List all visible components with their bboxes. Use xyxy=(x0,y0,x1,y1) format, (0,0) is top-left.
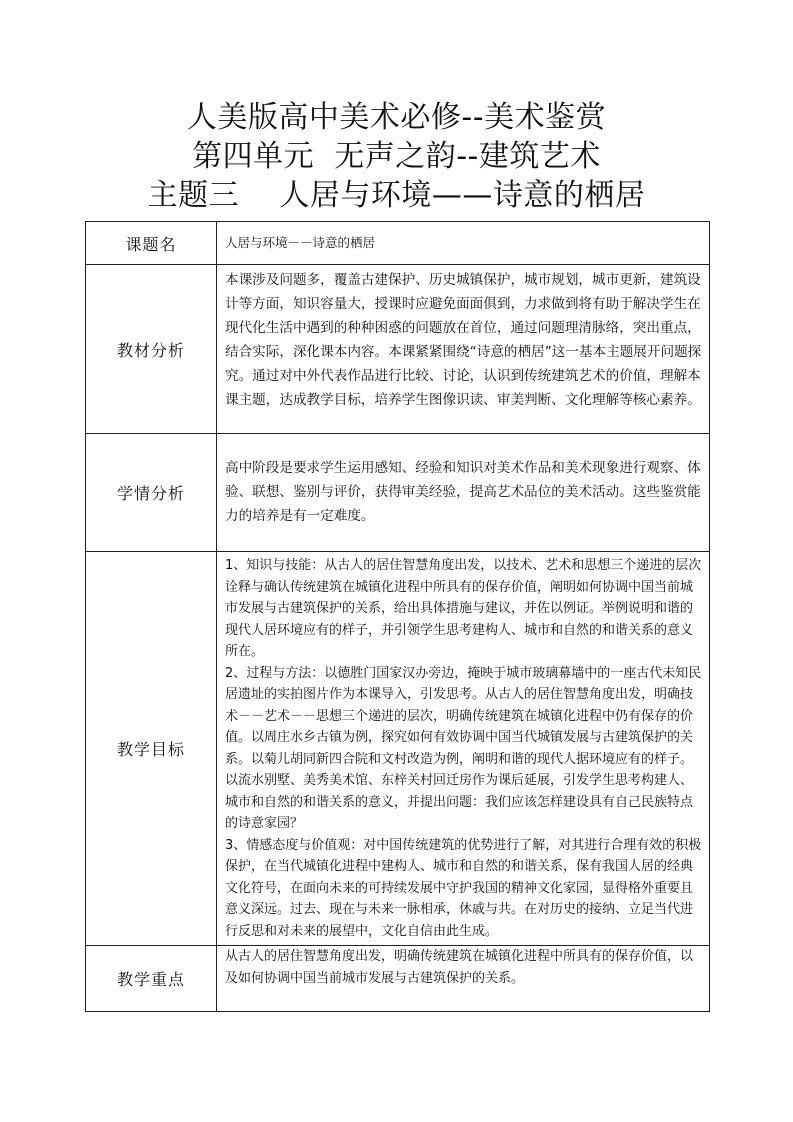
row-label-topic: 课题名 xyxy=(86,222,217,265)
objective-knowledge-skills: 1、知识与技能：从古人的居住智慧角度出发，以技术、艺术和思想三个递进的层次诠释与确认传统建筑在城镇化进程中所具有的保存价值，阐明如何协调中国当前城市发展与古建筑保护的关系，给出具体措施与建议，并佐以例证。举例说明和谐的现代人居环境应有的样子，并引领学生思考建构人、城市和自然的和谐关系的意义所在。 xyxy=(225,558,702,659)
row-label-teaching-objectives: 教学目标 xyxy=(86,552,217,946)
row-content-topic xyxy=(217,222,710,265)
row-label-student-analysis: 学情分析 xyxy=(86,434,217,552)
row-content-material-analysis xyxy=(217,265,710,434)
objective-attitudes-values: 3、情感态度与价值观：对中国传统建筑的优势进行了解，对其进行合理有效的积极保护，在当代城镇化进程中建构人、城市和自然的和谐关系，保有我国人居的经典文化符号，在面向未来的可持续发展中守护我国的精神文化家园，显得格外重要且意义深远。过去、现在与未来一脉相承，休戚与共。在对历史的接纳、立足当代进行反思和对未来的展望中，文化自信由此生成。 xyxy=(225,837,702,939)
topic-name-text: 人居与环境－－诗意的栖居 xyxy=(225,235,376,250)
document-title-block xyxy=(0,98,793,215)
title-unit: 第四单元 无声之韵--建筑艺术 xyxy=(192,139,601,174)
title-textbook: 人美版高中美术必修--美术鉴赏 xyxy=(186,100,607,135)
table-row xyxy=(86,222,710,265)
title-theme: 主题三 人居与环境——诗意的栖居 xyxy=(147,178,646,213)
row-label-material-analysis: 教材分析 xyxy=(86,265,217,434)
objective-process-methods: 2、过程与方法：以德胜门国家汉办旁边，掩映于城市玻璃幕墙中的一座古代未知民居遗址的实拍图片作为本课导入，引发思考。从古人的居住智慧角度出发，明确技术－－艺术－－思想三个递进的层次，明确传统建筑在城镇化进程中仍有保存的价值。以周庄水乡古镇为例，探究如何有效协调中国当代城镇发展与古建筑保护的关系。以菊儿胡同新四合院和文村改造为例，阐明和谐的现代人据环境应有的样子。以流水别墅、美秀美术馆、东梓关村回迁房作为课后延展，引发学生思考构建人、城市和自然的和谐关系的意义，并提出问题：我们应该怎样建设具有自己民族特点的诗意家园？ xyxy=(225,665,702,831)
student-analysis-text: 高中阶段是要求学生运用感知、经验和知识对美术作品和美术现象进行观察、体验、联想、鉴别与评价，获得审美经验，提高艺术品位的美术活动。这些鉴赏能力的培养是有一定难度。 xyxy=(225,460,701,524)
material-analysis-text: 本课涉及问题多，覆盖古建保护、历史城镇保护，城市规划，城市更新，建筑设计等方面，知识容量大，授课时应避免面面俱到，力求做到将有助于解决学生在现代化生活中遇到的种种困惑的问题放在首位，通过问题理清脉络，突出重点，结合实际，深化课本内容。本课紧紧围绕“诗意的栖居”这一基本主题展开问题探究。通过对中外代表作品进行比较、讨论，认识到传统建筑艺术的价值，理解本课主题，达成教学目标，培养学生图像识读、审美判断、文化理解等核心素养。 xyxy=(225,272,702,408)
table-row xyxy=(86,552,710,946)
table-row xyxy=(86,434,710,552)
teaching-focus-text: 从古人的居住智慧角度出发，明确传统建筑在城镇化进程中所具有的保存价值，以及如何协调中国当前城市发展与古建筑保护的关系。 xyxy=(225,949,694,986)
row-content-student-analysis xyxy=(217,434,710,552)
row-content-teaching-focus xyxy=(217,946,710,1012)
table-row xyxy=(86,265,710,434)
table-row xyxy=(86,946,710,1012)
lesson-plan-table xyxy=(85,221,710,1012)
row-content-teaching-objectives xyxy=(217,552,710,946)
row-label-teaching-focus: 教学重点 xyxy=(86,946,217,1012)
